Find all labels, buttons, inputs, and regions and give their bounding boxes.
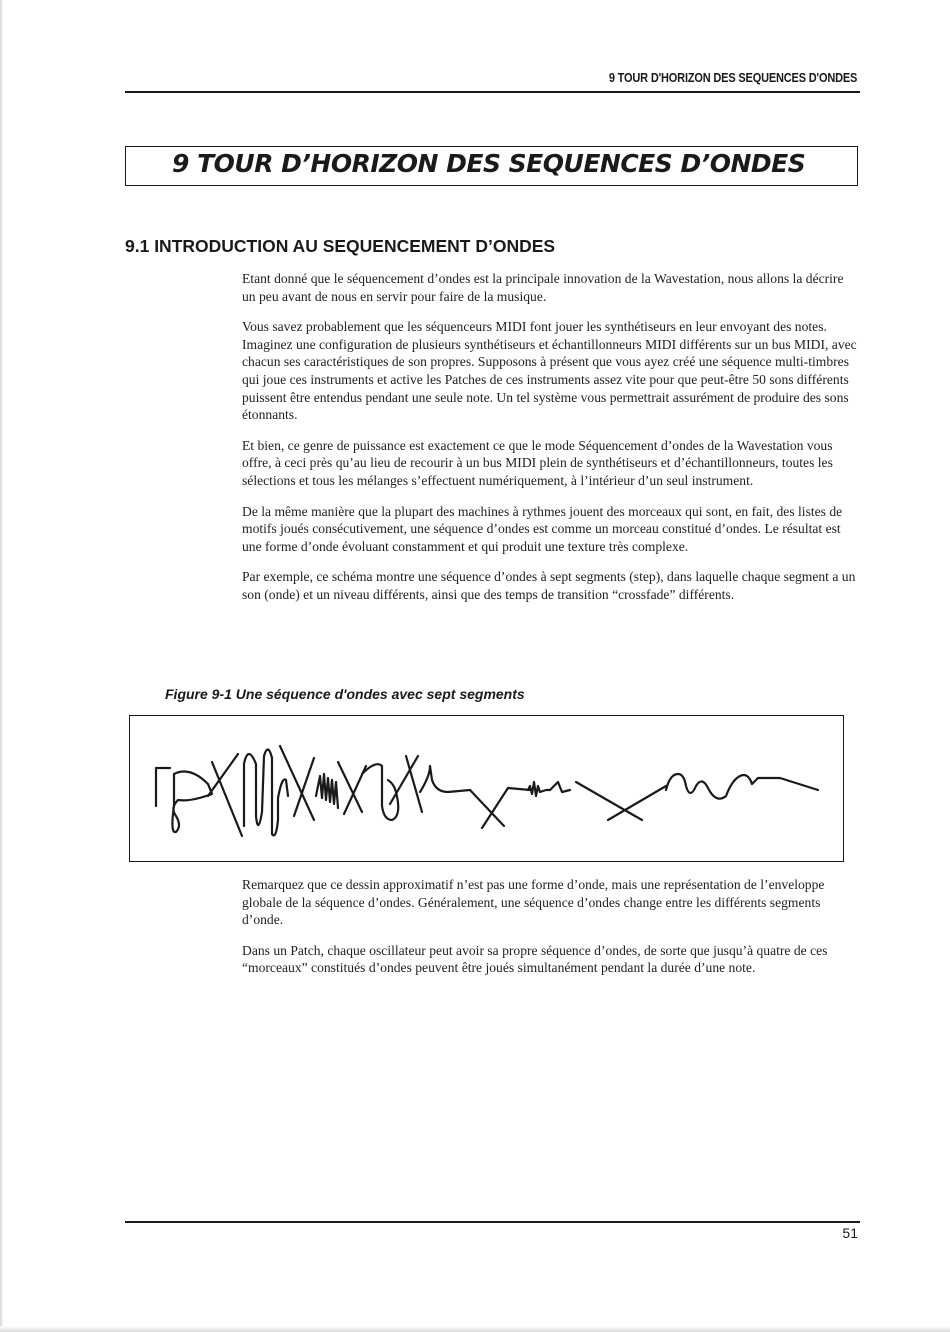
paragraph: Par exemple, ce schéma montre une séquence d’ondes à sept segments (step), dans laquelle chaque segment a un son (onde) et un niveau différents, ainsi que des temps de transition “crossfade” différents. (242, 569, 856, 602)
paragraph: Vous savez probablement que les séquenceurs MIDI font jouer les synthétiseurs en leur envoyant des notes. Imaginez une configuration de plusieurs synthétiseurs et échantillonneurs MIDI différents sur un bus MIDI, avec chacun ses caractéristiques de son propres. Supposons à présent que vous ayez créé une séquence multi-timbres qui joue ces instruments et active les Patches de ces instruments assez vite pour que peut-être 50 sons différents puissent être entendus pendant une seule note. Un tel système vous permettrait assurément de produire des sons étonnants. (242, 319, 857, 423)
page-number: 51 (842, 1225, 858, 1241)
crossfade-2 (280, 746, 314, 820)
chapter-title-box (125, 146, 858, 186)
section-title: 9.1 INTRODUCTION AU SEQUENCEMENT D’ONDES (125, 236, 556, 256)
paragraph: Remarquez que ce dessin approximatif n’est pas une forme d’onde, mais une représentation de l’enveloppe globale de la séquence d’ondes. Généralement, une séquence d’ondes change entre les différents segments d’onde. (242, 877, 825, 928)
wave-segment-6 (528, 782, 570, 796)
wave-segment-3 (316, 774, 338, 808)
running-head: 9 TOUR D'HORIZON DES SEQUENCES D'ONDES (608, 71, 857, 85)
paragraph: De la même manière que la plupart des machines à rythmes jouent des morceaux qui sont, en fait, des listes de motifs joués consécutivement, une séquence d’ondes est comme un morceau constitué d’ondes. Le résultat est une forme d’onde évoluant constamment et qui produit une texture très complexe. (242, 503, 843, 554)
body-text-intro (242, 270, 858, 604)
page-bottom-edge (0, 1326, 950, 1332)
crossfade-1 (208, 754, 242, 836)
wave-sequence-figure (129, 715, 844, 862)
wave-segment-2 (244, 749, 288, 835)
paragraph: Dans un Patch, chaque oscillateur peut avoir sa propre séquence d’ondes, de sorte que jusqu’à quatre de ces “morceaux” constitués d’ondes peuvent être joués simultanément pendant la durée d’une note. (242, 942, 828, 976)
header-rule (125, 91, 860, 93)
footer-rule (125, 1221, 860, 1223)
crossfade-3 (338, 762, 366, 814)
page-edge-shadow (0, 0, 3, 1332)
paragraph: Etant donné que le séquencement d’ondes est la principale innovation de la Wavestation, nous allons la décrire un peu avant de nous en servir pour faire de la musique. (242, 271, 844, 304)
crossfade-5 (470, 788, 530, 828)
wave-segment-1 (156, 768, 212, 832)
wave-sequence-envelope-drawing (130, 716, 842, 860)
crossfade-6 (576, 782, 666, 820)
crossfade-4 (390, 756, 422, 812)
wave-segment-7 (666, 774, 818, 799)
wave-segment-5 (420, 766, 470, 792)
figure-caption: Figure 9-1 Une séquence d'ondes avec sept segments (165, 686, 525, 702)
body-text-after-figure (242, 876, 858, 977)
chapter-title: 9 TOUR D’HORIZON DES SEQUENCES D’ONDES (172, 149, 806, 178)
wave-segment-4 (362, 764, 398, 820)
paragraph: Et bien, ce genre de puissance est exactement ce que le mode Séquencement d’ondes de la Wavestation vous offre, à ceci près qu’au lieu de recourir à un bus MIDI plein de synthétiseurs et d’échantillonneurs, toutes les sélections et tous les mélanges s’effectuent numériquement, à l’intérieur d’un seul instrument. (242, 437, 833, 488)
